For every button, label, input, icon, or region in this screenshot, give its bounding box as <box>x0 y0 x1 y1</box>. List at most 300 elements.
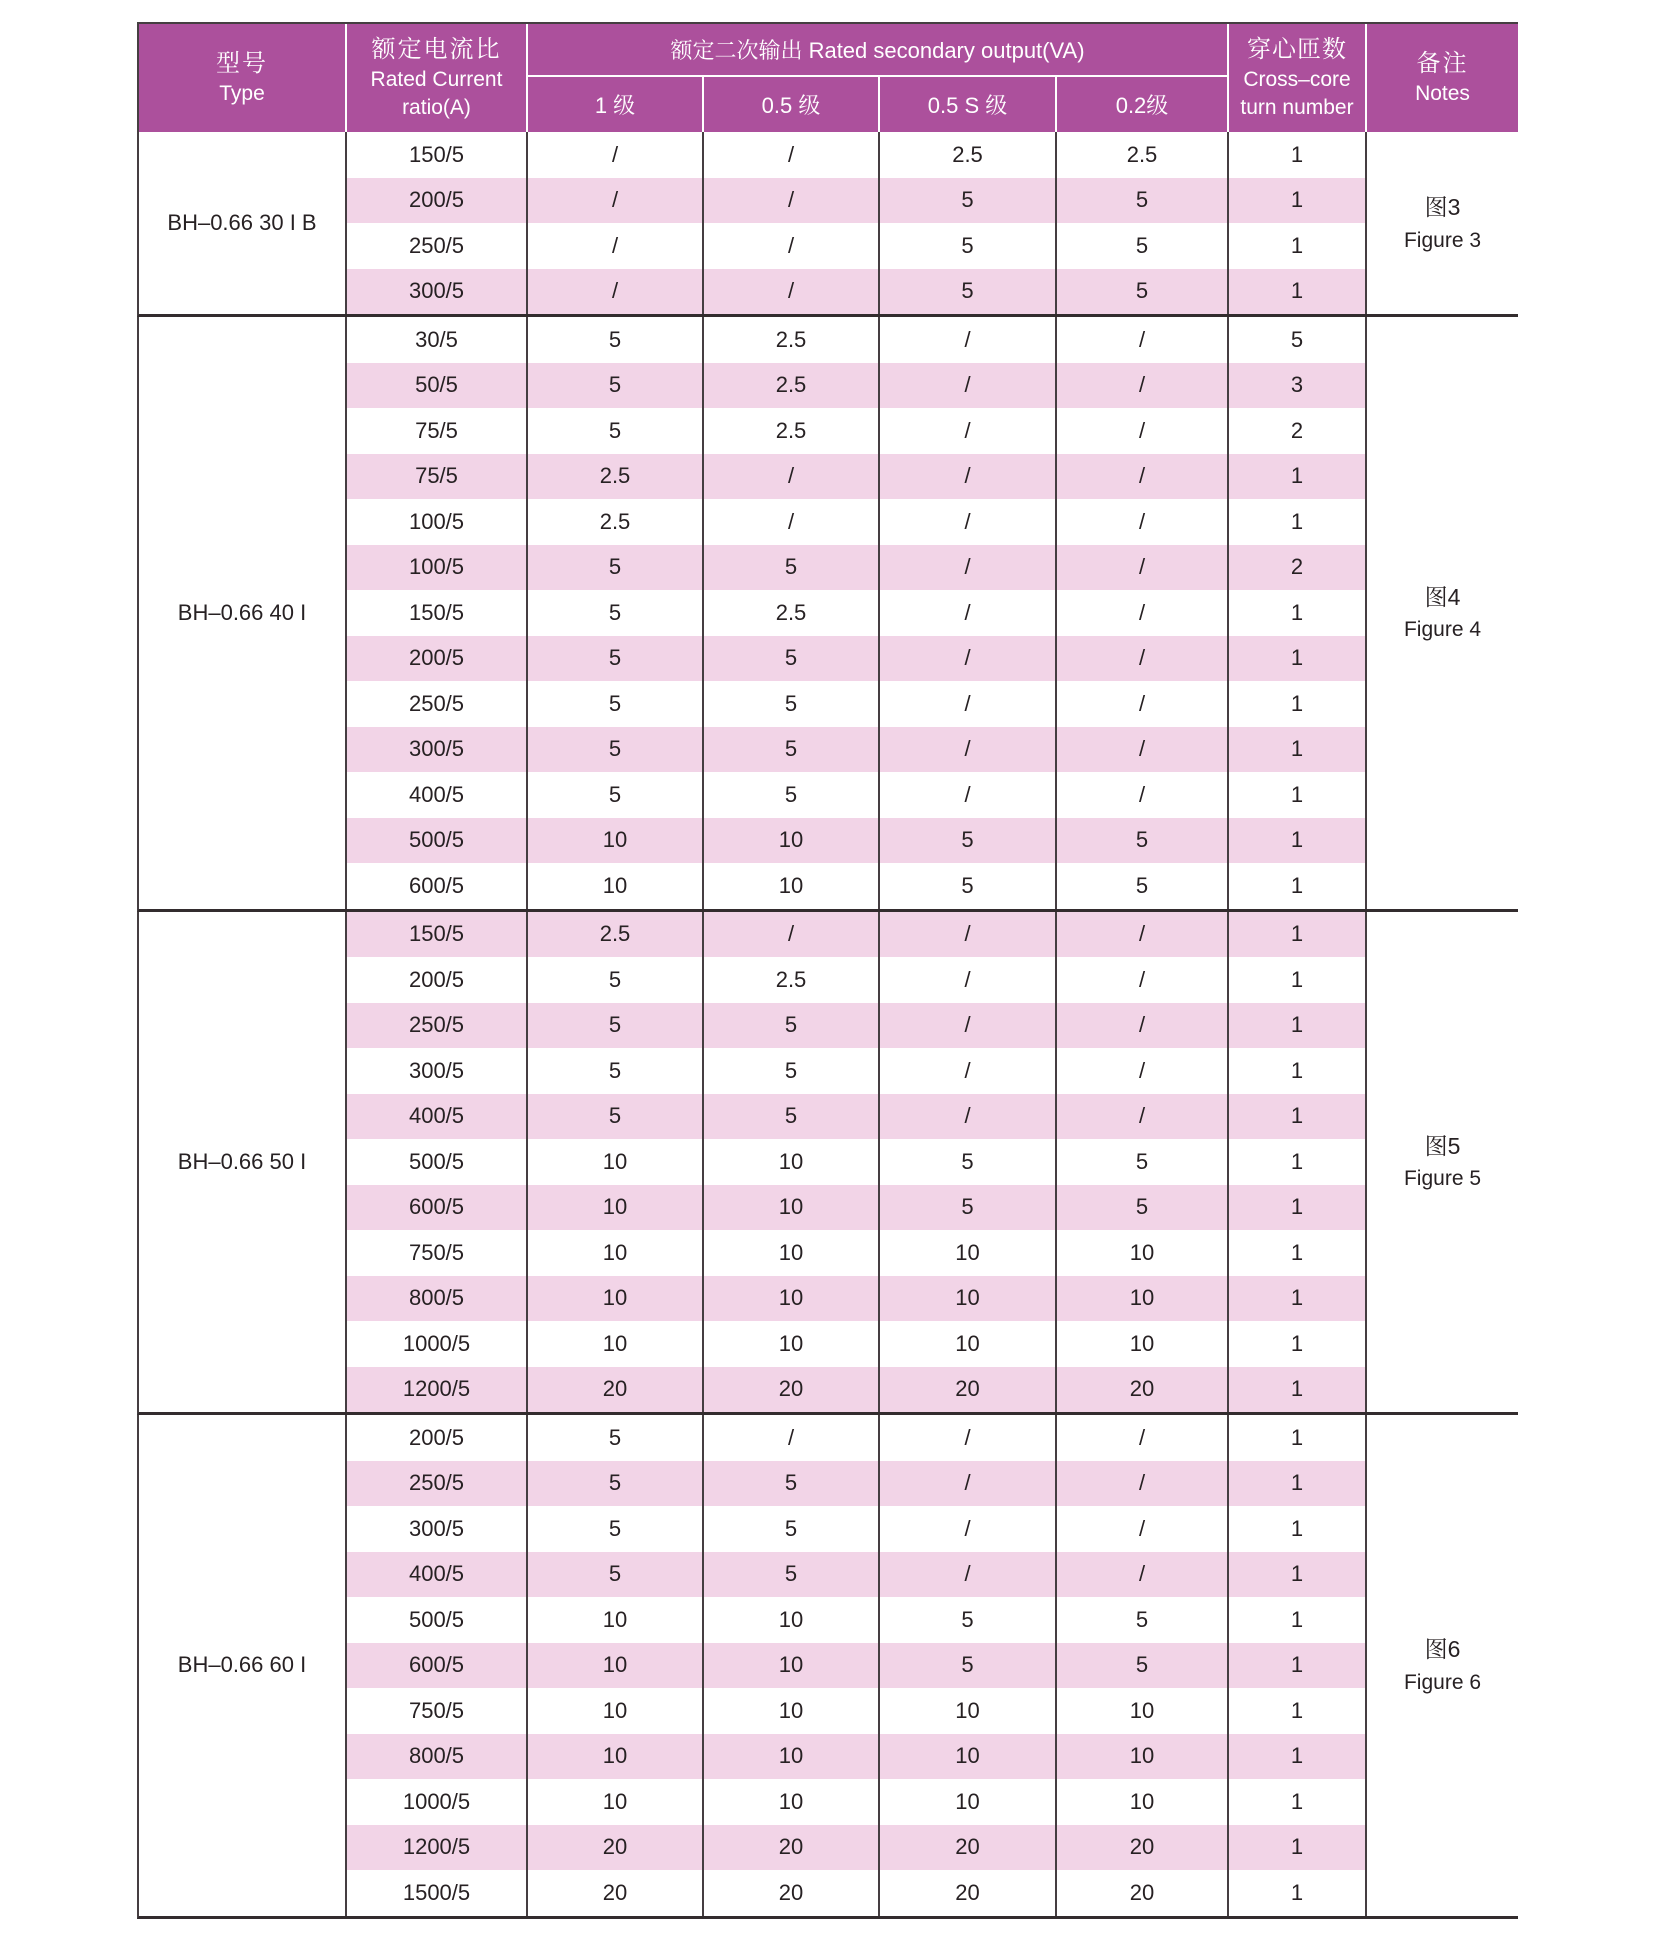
output-class05-cell: 10 <box>704 1734 880 1780</box>
turn-number-cell: 1 <box>1229 1643 1367 1689</box>
output-class02-cell: 10 <box>1057 1276 1229 1322</box>
turn-number-cell: 1 <box>1229 1415 1367 1461</box>
output-class05s-cell: 5 <box>880 1139 1057 1185</box>
table-row <box>347 1597 1367 1643</box>
output-class05-cell: / <box>704 269 880 315</box>
output-class05-cell: 2.5 <box>704 363 880 409</box>
type-cell: BH–0.66 30 I B <box>139 132 347 314</box>
output-class02-cell: / <box>1057 681 1229 727</box>
table-header <box>137 22 1518 132</box>
output-class05-cell: 2.5 <box>704 957 880 1003</box>
output-class05s-cell: / <box>880 408 1057 454</box>
output-class02-cell: / <box>1057 499 1229 545</box>
ratio-cell: 250/5 <box>347 1461 528 1507</box>
output-class05s-cell: 5 <box>880 223 1057 269</box>
output-class02-cell: / <box>1057 727 1229 773</box>
header-secondary-output-title: 额定二次输出 Rated secondary output(VA) <box>528 24 1227 77</box>
turn-number-cell: 1 <box>1229 1734 1367 1780</box>
notes-cell <box>1367 317 1518 909</box>
output-class02-cell: 5 <box>1057 863 1229 909</box>
output-class1-cell: 5 <box>528 636 704 682</box>
output-class02-cell: / <box>1057 636 1229 682</box>
turn-number-cell: 1 <box>1229 818 1367 864</box>
turn-number-cell: 1 <box>1229 1003 1367 1049</box>
output-class05-cell: / <box>704 223 880 269</box>
header-ratio-en1: Rated Current <box>370 68 503 92</box>
output-class1-cell: 2.5 <box>528 454 704 500</box>
header-type-zh: 型号 <box>216 50 268 78</box>
notes-cell <box>1367 912 1518 1413</box>
output-class02-cell: 20 <box>1057 1870 1229 1916</box>
output-class1-cell: 10 <box>528 1230 704 1276</box>
output-class1-cell: 10 <box>528 1139 704 1185</box>
turn-number-cell: 1 <box>1229 863 1367 909</box>
output-class05s-cell: 2.5 <box>880 132 1057 178</box>
output-class05-cell: 10 <box>704 1230 880 1276</box>
output-class05s-cell: / <box>880 317 1057 363</box>
output-class05-cell: / <box>704 912 880 958</box>
output-class05s-cell: 10 <box>880 1276 1057 1322</box>
ratio-cell: 50/5 <box>347 363 528 409</box>
turn-number-cell: 1 <box>1229 1506 1367 1552</box>
turn-number-cell: 1 <box>1229 269 1367 315</box>
output-class05-cell: / <box>704 132 880 178</box>
output-class1-cell: 10 <box>528 863 704 909</box>
output-class05s-cell: 10 <box>880 1230 1057 1276</box>
ratio-cell: 1000/5 <box>347 1779 528 1825</box>
ratio-cell: 400/5 <box>347 1094 528 1140</box>
table-row <box>347 1094 1367 1140</box>
table-row <box>347 317 1367 363</box>
output-class1-cell: 5 <box>528 408 704 454</box>
table-row <box>347 1230 1367 1276</box>
output-class05-cell: 5 <box>704 1461 880 1507</box>
output-class05s-cell: / <box>880 681 1057 727</box>
output-class02-cell: / <box>1057 772 1229 818</box>
turn-number-cell: 2 <box>1229 545 1367 591</box>
ratio-cell: 300/5 <box>347 1506 528 1552</box>
group-rows <box>347 1415 1367 1916</box>
note-figure-en: Figure 3 <box>1403 228 1482 252</box>
output-class02-cell: 20 <box>1057 1825 1229 1871</box>
output-class05-cell: 2.5 <box>704 408 880 454</box>
type-group-0 <box>137 132 1518 317</box>
ratio-cell: 250/5 <box>347 1003 528 1049</box>
type-cell: BH–0.66 50 I <box>139 912 347 1413</box>
output-class1-cell: / <box>528 178 704 224</box>
output-class05s-cell: / <box>880 1003 1057 1049</box>
table-row <box>347 269 1367 315</box>
output-class02-cell: / <box>1057 317 1229 363</box>
output-class05-cell: 5 <box>704 545 880 591</box>
output-class02-cell: / <box>1057 957 1229 1003</box>
output-class05s-cell: / <box>880 363 1057 409</box>
table-row <box>347 132 1367 178</box>
output-class05s-cell: 5 <box>880 863 1057 909</box>
header-rated-current-ratio <box>347 24 528 132</box>
ratio-cell: 600/5 <box>347 1185 528 1231</box>
output-class02-cell: 10 <box>1057 1779 1229 1825</box>
ratio-cell: 1000/5 <box>347 1321 528 1367</box>
type-group-2 <box>137 912 1518 1416</box>
output-class1-cell: 2.5 <box>528 912 704 958</box>
output-class02-cell: / <box>1057 363 1229 409</box>
output-class05s-cell: 20 <box>880 1825 1057 1871</box>
table-row <box>347 1461 1367 1507</box>
ratio-cell: 1200/5 <box>347 1825 528 1871</box>
header-cross-core-en1: Cross–core <box>1243 68 1351 92</box>
output-class05-cell: 10 <box>704 1688 880 1734</box>
turn-number-cell: 2 <box>1229 408 1367 454</box>
turn-number-cell: 1 <box>1229 223 1367 269</box>
ratio-cell: 150/5 <box>347 912 528 958</box>
ratio-cell: 400/5 <box>347 772 528 818</box>
turn-number-cell: 1 <box>1229 1321 1367 1367</box>
turn-number-cell: 1 <box>1229 132 1367 178</box>
table-row <box>347 1506 1367 1552</box>
output-class05-cell: 5 <box>704 727 880 773</box>
output-class02-cell: 2.5 <box>1057 132 1229 178</box>
current-transformer-spec-table <box>137 22 1518 1919</box>
output-class05s-cell: / <box>880 590 1057 636</box>
output-class02-cell: 5 <box>1057 1643 1229 1689</box>
turn-number-cell: 1 <box>1229 590 1367 636</box>
note-figure-zh: 图4 <box>1424 583 1461 610</box>
output-class1-cell: 10 <box>528 1688 704 1734</box>
table-body <box>137 132 1518 1919</box>
output-class02-cell: 10 <box>1057 1230 1229 1276</box>
note-figure-zh: 图6 <box>1424 1636 1461 1663</box>
output-class02-cell: / <box>1057 454 1229 500</box>
output-class05-cell: / <box>704 454 880 500</box>
output-class05s-cell: 20 <box>880 1870 1057 1916</box>
output-class05s-cell: 10 <box>880 1779 1057 1825</box>
ratio-cell: 250/5 <box>347 681 528 727</box>
output-class05-cell: 10 <box>704 1276 880 1322</box>
output-class1-cell: 10 <box>528 818 704 864</box>
output-class05-cell: 5 <box>704 1003 880 1049</box>
output-class05s-cell: 10 <box>880 1688 1057 1734</box>
output-class02-cell: 20 <box>1057 1367 1229 1413</box>
output-class05-cell: 20 <box>704 1367 880 1413</box>
output-class05s-cell: 5 <box>880 1643 1057 1689</box>
output-class1-cell: 10 <box>528 1597 704 1643</box>
output-class02-cell: 5 <box>1057 269 1229 315</box>
table-row <box>347 1643 1367 1689</box>
turn-number-cell: 1 <box>1229 1276 1367 1322</box>
turn-number-cell: 1 <box>1229 1094 1367 1140</box>
table-row <box>347 772 1367 818</box>
output-class02-cell: 5 <box>1057 1139 1229 1185</box>
output-class05-cell: 5 <box>704 772 880 818</box>
output-class05-cell: 2.5 <box>704 317 880 363</box>
output-class05-cell: 10 <box>704 863 880 909</box>
output-class02-cell: / <box>1057 1506 1229 1552</box>
table-row <box>347 1688 1367 1734</box>
turn-number-cell: 1 <box>1229 1688 1367 1734</box>
output-class02-cell: 5 <box>1057 1597 1229 1643</box>
output-class1-cell: / <box>528 269 704 315</box>
header-cross-core-turn-number <box>1229 24 1367 132</box>
output-class1-cell: 5 <box>528 1048 704 1094</box>
turn-number-cell: 1 <box>1229 1048 1367 1094</box>
header-notes <box>1367 24 1518 132</box>
turn-number-cell: 1 <box>1229 1230 1367 1276</box>
output-class1-cell: 5 <box>528 317 704 363</box>
output-class1-cell: 5 <box>528 1506 704 1552</box>
turn-number-cell: 1 <box>1229 178 1367 224</box>
type-cell: BH–0.66 60 I <box>139 1415 347 1916</box>
table-row <box>347 1048 1367 1094</box>
output-class1-cell: 10 <box>528 1734 704 1780</box>
header-ratio-en2: ratio(A) <box>402 95 471 119</box>
ratio-cell: 500/5 <box>347 1597 528 1643</box>
turn-number-cell: 1 <box>1229 1597 1367 1643</box>
turn-number-cell: 1 <box>1229 454 1367 500</box>
table-row <box>347 545 1367 591</box>
output-class02-cell: 5 <box>1057 1185 1229 1231</box>
output-class05s-cell: 20 <box>880 1367 1057 1413</box>
ratio-cell: 200/5 <box>347 1415 528 1461</box>
output-class02-cell: 5 <box>1057 223 1229 269</box>
output-class05s-cell: / <box>880 727 1057 773</box>
table-row <box>347 363 1367 409</box>
output-class05-cell: 5 <box>704 1048 880 1094</box>
output-class1-cell: 5 <box>528 1003 704 1049</box>
ratio-cell: 300/5 <box>347 269 528 315</box>
ratio-cell: 250/5 <box>347 223 528 269</box>
table-row <box>347 1825 1367 1871</box>
output-class1-cell: 5 <box>528 1552 704 1598</box>
ratio-cell: 800/5 <box>347 1734 528 1780</box>
output-class05s-cell: / <box>880 912 1057 958</box>
table-row <box>347 1415 1367 1461</box>
output-class02-cell: 10 <box>1057 1688 1229 1734</box>
header-notes-zh: 备注 <box>1416 50 1469 78</box>
table-row <box>347 727 1367 773</box>
output-class02-cell: / <box>1057 1552 1229 1598</box>
header-accuracy-class-3: 0.2级 <box>1115 93 1169 118</box>
note-figure-en: Figure 6 <box>1403 1670 1482 1694</box>
output-class02-cell: / <box>1057 1048 1229 1094</box>
output-class05s-cell: / <box>880 545 1057 591</box>
output-class1-cell: 5 <box>528 363 704 409</box>
table-row <box>347 408 1367 454</box>
output-class05s-cell: / <box>880 1552 1057 1598</box>
output-class05s-cell: / <box>880 1415 1057 1461</box>
output-class1-cell: 20 <box>528 1367 704 1413</box>
output-class02-cell: / <box>1057 1003 1229 1049</box>
turn-number-cell: 3 <box>1229 363 1367 409</box>
turn-number-cell: 1 <box>1229 1139 1367 1185</box>
header-accuracy-class-row <box>528 77 1227 132</box>
notes-cell <box>1367 1415 1518 1916</box>
output-class05s-cell: 5 <box>880 1185 1057 1231</box>
header-accuracy-class-0: 1 级 <box>528 77 704 132</box>
table-row <box>347 454 1367 500</box>
output-class05s-cell: 5 <box>880 178 1057 224</box>
output-class05s-cell: / <box>880 636 1057 682</box>
output-class1-cell: 5 <box>528 772 704 818</box>
type-group-1 <box>137 317 1518 912</box>
turn-number-cell: 1 <box>1229 772 1367 818</box>
note-figure-zh: 图3 <box>1424 194 1461 220</box>
output-class1-cell: 5 <box>528 1461 704 1507</box>
table-row <box>347 1003 1367 1049</box>
ratio-cell: 100/5 <box>347 499 528 545</box>
header-type <box>139 24 347 132</box>
output-class05s-cell: 5 <box>880 1597 1057 1643</box>
ratio-cell: 1200/5 <box>347 1367 528 1413</box>
ratio-cell: 500/5 <box>347 1139 528 1185</box>
output-class1-cell: 5 <box>528 545 704 591</box>
output-class02-cell: 5 <box>1057 178 1229 224</box>
output-class1-cell: 5 <box>528 1094 704 1140</box>
output-class05-cell: 10 <box>704 1643 880 1689</box>
type-group-3 <box>137 1415 1518 1919</box>
ratio-cell: 300/5 <box>347 727 528 773</box>
table-row <box>347 1734 1367 1780</box>
output-class1-cell: 2.5 <box>528 499 704 545</box>
ratio-cell: 200/5 <box>347 957 528 1003</box>
group-rows <box>347 912 1367 1413</box>
output-class02-cell: / <box>1057 408 1229 454</box>
output-class05s-cell: / <box>880 957 1057 1003</box>
table-row <box>347 957 1367 1003</box>
output-class1-cell: 10 <box>528 1276 704 1322</box>
output-class02-cell: / <box>1057 1094 1229 1140</box>
output-class1-cell: 10 <box>528 1185 704 1231</box>
ratio-cell: 150/5 <box>347 132 528 178</box>
table-row <box>347 818 1367 864</box>
header-ratio-zh: 额定电流比 <box>371 36 502 64</box>
table-row <box>347 178 1367 224</box>
output-class02-cell: / <box>1057 912 1229 958</box>
table-row <box>347 1139 1367 1185</box>
output-class05-cell: 10 <box>704 1597 880 1643</box>
output-class05s-cell: / <box>880 454 1057 500</box>
output-class1-cell: 10 <box>528 1321 704 1367</box>
group-rows <box>347 132 1367 314</box>
turn-number-cell: 1 <box>1229 1870 1367 1916</box>
turn-number-cell: 1 <box>1229 1825 1367 1871</box>
ratio-cell: 30/5 <box>347 317 528 363</box>
output-class1-cell: 10 <box>528 1643 704 1689</box>
table-row <box>347 590 1367 636</box>
header-rated-secondary-output <box>528 24 1229 132</box>
group-rows <box>347 317 1367 909</box>
table-row <box>347 1276 1367 1322</box>
header-accuracy-class-1: 0.5 级 <box>704 77 880 132</box>
output-class05s-cell: 5 <box>880 818 1057 864</box>
ratio-cell: 200/5 <box>347 178 528 224</box>
output-class05-cell: 5 <box>704 1094 880 1140</box>
output-class1-cell: / <box>528 132 704 178</box>
output-class05s-cell: / <box>880 1094 1057 1140</box>
turn-number-cell: 1 <box>1229 912 1367 958</box>
note-figure-en: Figure 4 <box>1403 618 1482 642</box>
turn-number-cell: 5 <box>1229 317 1367 363</box>
turn-number-cell: 1 <box>1229 1185 1367 1231</box>
table-row <box>347 636 1367 682</box>
table-row <box>347 1552 1367 1598</box>
output-class05-cell: 5 <box>704 681 880 727</box>
table-row <box>347 1870 1367 1916</box>
header-cross-core-en2: turn number <box>1240 95 1354 119</box>
output-class05-cell: 10 <box>704 1185 880 1231</box>
output-class05s-cell: / <box>880 772 1057 818</box>
output-class05s-cell: 5 <box>880 269 1057 315</box>
table-row <box>347 1321 1367 1367</box>
output-class1-cell: 20 <box>528 1825 704 1871</box>
turn-number-cell: 1 <box>1229 727 1367 773</box>
turn-number-cell: 1 <box>1229 1367 1367 1413</box>
ratio-cell: 800/5 <box>347 1276 528 1322</box>
output-class05-cell: 10 <box>704 1779 880 1825</box>
output-class05-cell: 10 <box>704 818 880 864</box>
output-class05s-cell: 10 <box>880 1321 1057 1367</box>
output-class05-cell: 2.5 <box>704 590 880 636</box>
table-row <box>347 1779 1367 1825</box>
output-class02-cell: 10 <box>1057 1321 1229 1367</box>
output-class05-cell: 5 <box>704 1552 880 1598</box>
output-class1-cell: 5 <box>528 681 704 727</box>
output-class05-cell: / <box>704 1415 880 1461</box>
output-class05s-cell: / <box>880 1461 1057 1507</box>
ratio-cell: 750/5 <box>347 1688 528 1734</box>
output-class02-cell: / <box>1057 590 1229 636</box>
ratio-cell: 600/5 <box>347 863 528 909</box>
output-class1-cell: 5 <box>528 957 704 1003</box>
ratio-cell: 200/5 <box>347 636 528 682</box>
ratio-cell: 75/5 <box>347 408 528 454</box>
turn-number-cell: 1 <box>1229 681 1367 727</box>
header-type-en: Type <box>219 81 265 105</box>
ratio-cell: 750/5 <box>347 1230 528 1276</box>
table-row <box>347 223 1367 269</box>
output-class05-cell: 5 <box>704 1506 880 1552</box>
output-class05-cell: 10 <box>704 1139 880 1185</box>
turn-number-cell: 1 <box>1229 499 1367 545</box>
turn-number-cell: 1 <box>1229 1552 1367 1598</box>
table-row <box>347 1185 1367 1231</box>
output-class05-cell: 10 <box>704 1321 880 1367</box>
turn-number-cell: 1 <box>1229 636 1367 682</box>
output-class05-cell: / <box>704 499 880 545</box>
header-accuracy-class-2: 0.5 S 级 <box>880 77 1057 132</box>
output-class02-cell: / <box>1057 1415 1229 1461</box>
output-class05-cell: 20 <box>704 1825 880 1871</box>
ratio-cell: 300/5 <box>347 1048 528 1094</box>
output-class02-cell: / <box>1057 1461 1229 1507</box>
output-class1-cell: 10 <box>528 1779 704 1825</box>
ratio-cell: 500/5 <box>347 818 528 864</box>
ratio-cell: 100/5 <box>347 545 528 591</box>
output-class02-cell: 5 <box>1057 818 1229 864</box>
output-class1-cell: 20 <box>528 1870 704 1916</box>
table-row <box>347 912 1367 958</box>
header-notes-en: Notes <box>1415 81 1470 105</box>
turn-number-cell: 1 <box>1229 1779 1367 1825</box>
note-figure-zh: 图5 <box>1424 1132 1461 1159</box>
turn-number-cell: 1 <box>1229 957 1367 1003</box>
output-class1-cell: / <box>528 223 704 269</box>
ratio-cell: 600/5 <box>347 1643 528 1689</box>
output-class05-cell: / <box>704 178 880 224</box>
output-class05s-cell: / <box>880 1506 1057 1552</box>
output-class1-cell: 5 <box>528 727 704 773</box>
output-class02-cell: / <box>1057 545 1229 591</box>
